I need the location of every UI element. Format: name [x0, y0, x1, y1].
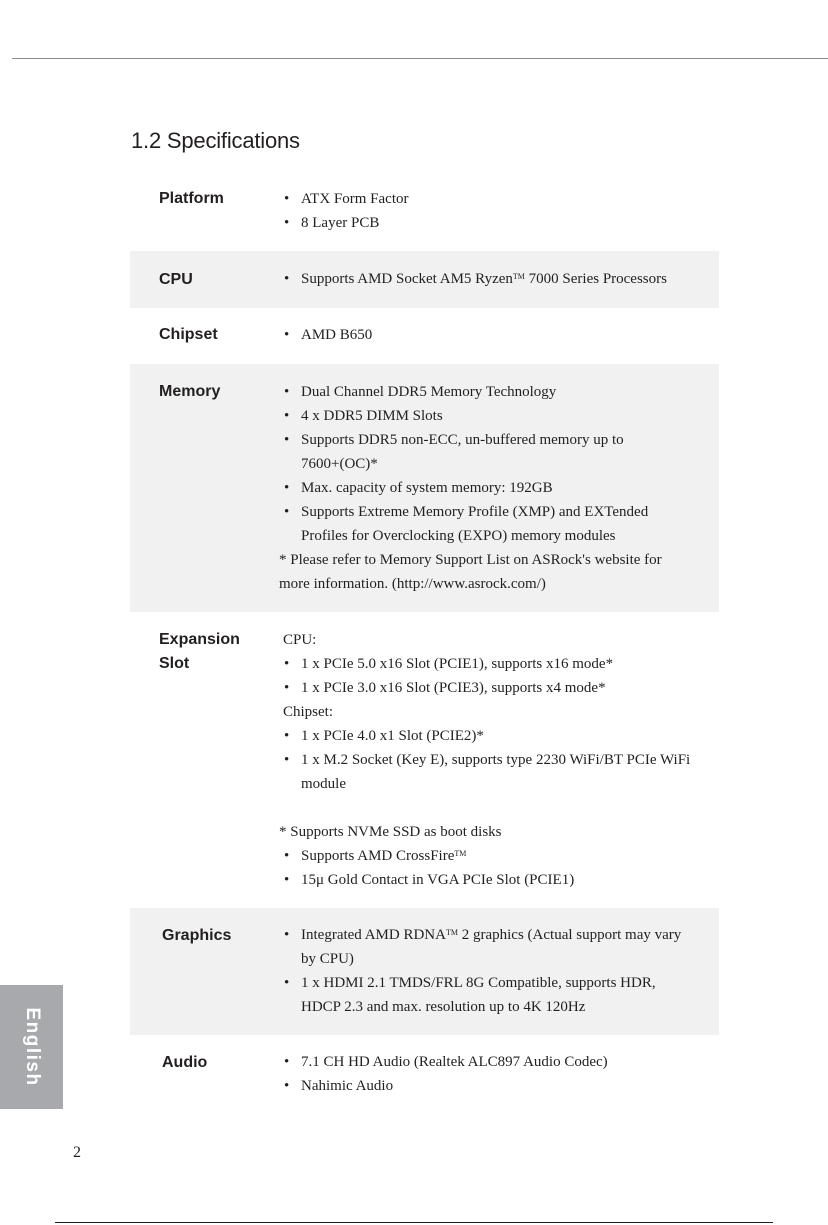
list-item: • AMD B650: [279, 323, 709, 347]
spec-label-platform: Platform: [159, 190, 224, 207]
spec-label-cpu: CPU: [159, 271, 193, 288]
list-item: • 15μ Gold Contact in VGA PCIe Slot (PCIE1): [279, 868, 709, 892]
memory-note: * Please refer to Memory Support List on ASRock's website for more information. (http://www.asrock.com/): [279, 552, 662, 592]
section-title: 1.2 Specifications: [131, 128, 300, 153]
list-item: • ATX Form Factor: [279, 187, 709, 211]
spec-row-platform: [130, 187, 719, 251]
list-item: • 7.1 CH HD Audio (Realtek ALC897 Audio Codec): [279, 1050, 709, 1074]
trademark-mark: TM: [512, 272, 525, 281]
trademark-mark: TM: [454, 849, 467, 858]
page-number: 2: [73, 1144, 81, 1161]
spec-label-audio: Audio: [162, 1054, 208, 1071]
language-tab: [0, 985, 63, 1109]
spec-content-expansion-slot: [279, 628, 709, 892]
list-item: • Max. capacity of system memory: 192GB: [279, 476, 691, 500]
footer-rule: [55, 1222, 773, 1223]
cpu-series-text: 7000 Series Processors: [524, 271, 667, 287]
spec-label-chipset: Chipset: [159, 326, 218, 343]
spec-row-memory: [130, 364, 719, 612]
list-item: • Dual Channel DDR5 Memory Technology: [279, 380, 691, 404]
chipset-subheading: Chipset:: [283, 704, 334, 720]
spec-content-chipset: [279, 323, 709, 347]
crossfire-text: Supports AMD CrossFire: [301, 848, 455, 864]
list-item: • Nahimic Audio: [279, 1074, 709, 1098]
list-item: • 1 x PCIe 5.0 x16 Slot (PCIE1), supports x16 mode*: [279, 652, 709, 676]
list-item: • 1 x M.2 Socket (Key E), supports type 2230 WiFi/BT PCIe WiFi module: [279, 748, 709, 796]
list-item: • 1 x HDMI 2.1 TMDS/FRL 8G Compatible, supports HDR, HDCP 2.3 and max. resolution up to 4K 120Hz: [279, 971, 694, 1019]
spec-label-graphics: Graphics: [162, 927, 232, 944]
nvme-note: * Supports NVMe SSD as boot disks: [279, 824, 502, 840]
list-item: [279, 923, 694, 971]
spacer: [279, 796, 709, 820]
spec-content-audio: [279, 1050, 709, 1098]
cpu-subheading: CPU:: [283, 632, 317, 648]
list-item: • 8 Layer PCB: [279, 211, 709, 235]
list-item: • 4 x DDR5 DIMM Slots: [279, 404, 691, 428]
list-item: [279, 267, 719, 291]
list-item: • Supports Extreme Memory Profile (XMP) and EXTended Profiles for Overclocking (EXPO) memory modules: [279, 500, 691, 548]
cpu-support-text: Supports AMD Socket AM5 Ryzen: [301, 271, 513, 287]
header-rule: [12, 58, 828, 59]
spec-row-graphics: [130, 908, 719, 1035]
spec-content-memory: [279, 380, 691, 596]
spec-content-platform: [279, 187, 709, 235]
spec-label-expansion-slot: [159, 628, 240, 676]
list-item: • 1 x PCIe 4.0 x1 Slot (PCIE2)*: [279, 724, 709, 748]
label-line: Slot: [159, 655, 190, 672]
trademark-mark: TM: [445, 928, 458, 937]
spec-content-cpu: [279, 267, 719, 291]
spec-label-memory: Memory: [159, 383, 221, 400]
spec-row-cpu: [130, 251, 719, 308]
language-tab-label: English: [21, 1007, 43, 1087]
spec-content-graphics: [279, 923, 694, 1019]
list-item: [279, 844, 709, 868]
list-item: • Supports DDR5 non-ECC, un-buffered memory up to 7600+(OC)*: [279, 428, 657, 476]
spec-row-chipset: [130, 308, 719, 364]
list-item: • 1 x PCIe 3.0 x16 Slot (PCIE3), supports x4 mode*: [279, 676, 709, 700]
spec-row-audio: [130, 1035, 719, 1105]
label-line: Expansion: [159, 631, 240, 648]
rdna-text: Integrated AMD RDNA: [301, 927, 446, 943]
spec-row-expansion-slot: [130, 612, 719, 908]
rdna-detail-text: 2 graphics (Actual support may vary by CPU): [301, 927, 682, 967]
